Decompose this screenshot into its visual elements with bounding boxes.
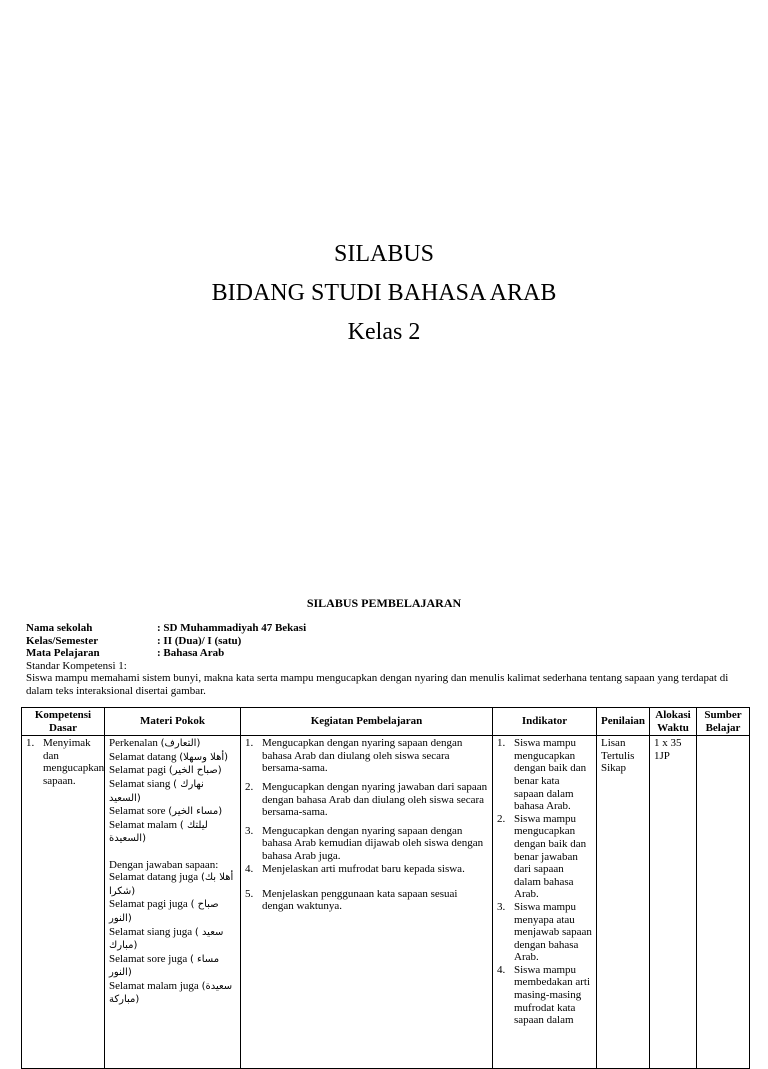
time-allocation: 1JP [654,749,670,762]
item-text: Siswa mampu mengucapkan dengan baik dan benar kata sapaan dalam bahasa Arab. [514,737,587,813]
syllabus-table [21,707,750,1069]
materi-item: Selamat datang (أهلا وسهلا) [109,750,229,763]
item-number: 5. [245,887,254,900]
school-info [26,622,736,698]
item-text: Menjelaskan arti mufrodat baru kepada siswa. [262,862,465,875]
table-header-row [22,708,750,736]
item-text: Siswa mampu menyapa atau menjawab sapaan dengan bahasa Arab. [514,900,592,964]
materi-item: Selamat sore juga ( مساء النور) [109,952,220,979]
arabic-text: (أهلا بك شكرا) [109,872,234,897]
header-penilaian: Penilaian [597,708,650,736]
header-alokasi: Alokasi Waktu [650,708,697,736]
standard-text: Siswa mampu memahami sistem bunyi, makna kata serta mampu mengucapkan dengan nyaring dan menulis kalimat sederhana tentang sapaan yang terdapat di dalam teks interaksional disertai gambar. [26,672,729,697]
cell-sumber [697,736,750,1069]
materi-item: Selamat siang juga ( سعيد مبارك) [109,925,224,952]
list-item [245,781,488,819]
item-number: 1. [497,737,506,750]
info-row-class [26,635,736,648]
arabic-text: (صباح الخير) [168,765,222,777]
item-number: 3. [245,824,254,837]
arabic-text: (أهلا وسهلا) [179,751,229,763]
assessment-item: Tertulis [601,749,635,762]
item-number: 1. [26,737,35,750]
item-number: 4. [497,963,506,976]
list-item [497,964,592,1027]
info-value: : SD Muhammadiyah 47 Bekasi [157,622,307,634]
syllabus-heading: SILABUS PEMBELAJARAN [306,596,462,610]
time-allocation: 1 x 35 [654,737,682,750]
cell-penilaian [597,736,650,1069]
list-item [245,863,488,876]
item-text: Mengucapkan dengan nyaring sapaan dengan bahasa Arab kemudian dijawab oleh siswa dengan bahasa Arab juga. [262,824,484,862]
header-sumber: Sumber Belajar [697,708,750,736]
list-item [245,825,488,863]
item-number: 3. [497,900,506,913]
spacer [245,875,488,888]
arabic-text: (مساء الخير) [168,806,223,818]
arabic-text: ( مساء النور) [109,953,220,979]
cover-class: Kelas 2 [347,319,421,345]
arabic-text: (التعارف) [160,738,201,750]
item-number: 2. [245,780,254,793]
item-text: Mengucapkan dengan nyaring sapaan dengan bahasa Arab dan diulang oleh siswa secara bersama-sama. [262,737,463,775]
spacer [109,846,236,859]
list-item [245,737,488,775]
header-kegiatan: Kegiatan Pembelajaran [241,708,493,736]
materi-subtitle: Dengan jawaban sapaan: [109,858,219,871]
arabic-text: (سعيدة مباركة) [109,980,233,1006]
header-indikator: Indikator [493,708,597,736]
header-kompetensi: Kompetensi Dasar [22,708,105,736]
arabic-text: ( ليلتك السعيدة) [109,819,208,845]
table-row [22,736,750,1069]
arabic-text: ( سعيد مبارك) [109,926,224,952]
cell-kompetensi [22,736,105,1069]
materi-item: Selamat malam ( ليلتك السعيدة) [109,818,208,845]
materi-item: Selamat pagi juga ( صباح النور) [109,898,219,924]
item-text: Menjelaskan penggunaan kata sapaan sesuai dengan waktunya. [262,887,458,913]
item-number: 4. [245,862,254,875]
materi-item: Perkenalan (التعارف) [109,737,201,750]
cell-materi [105,736,241,1069]
info-value: : Bahasa Arab [157,647,225,660]
materi-item: Selamat pagi (صباح الخير) [109,764,222,777]
standard-label: Standar Kompetensi 1: [26,659,127,672]
info-row-subject [26,647,736,660]
item-number: 2. [497,812,506,825]
list-item [497,813,592,901]
info-row-school [26,622,736,635]
materi-item: Selamat malam juga (سعيدة مباركة) [109,979,233,1006]
cell-indikator [493,736,597,1069]
arabic-text: ( صباح النور) [109,899,219,924]
cover-title: SILABUS [333,241,435,267]
list-item [245,888,488,913]
materi-item: Selamat sore (مساء الخير) [109,805,223,818]
assessment-item: Sikap [601,762,627,775]
info-label: Mata Pelajaran [26,647,100,660]
materi-item: Selamat datang juga (أهلا بك شكرا) [109,871,234,897]
spacer [109,1007,236,1067]
assessment-item: Lisan [601,737,626,750]
list-item [497,901,592,964]
item-text: Menyimak dan mengucapkan sapaan. [43,737,105,787]
info-label: Nama sekolah [26,622,93,634]
list-item [497,737,592,813]
list-item [26,737,105,787]
header-materi: Materi Pokok [105,708,241,736]
cell-alokasi [650,736,697,1069]
item-text: Siswa mampu mengucapkan dengan baik dan benar jawaban dari sapaan dalam bahasa Arab. [514,812,587,901]
info-value: : II (Dua)/ I (satu) [157,634,242,647]
item-number: 1. [245,737,254,750]
info-label: Kelas/Semester [26,634,99,647]
item-text: Siswa mampu membedakan arti masing-masing mufrodat kata sapaan dalam [514,963,591,1027]
arabic-text: ( نهارك السعيد) [109,778,204,804]
item-text: Mengucapkan dengan nyaring jawaban dari sapaan dengan bahasa Arab dan diulang oleh siswa secara bersama-sama. [262,780,488,819]
materi-item: Selamat siang ( نهارك السعيد) [109,777,204,804]
cover-subject: BIDANG STUDI BAHASA ARAB [211,280,557,306]
cell-kegiatan [241,736,493,1069]
